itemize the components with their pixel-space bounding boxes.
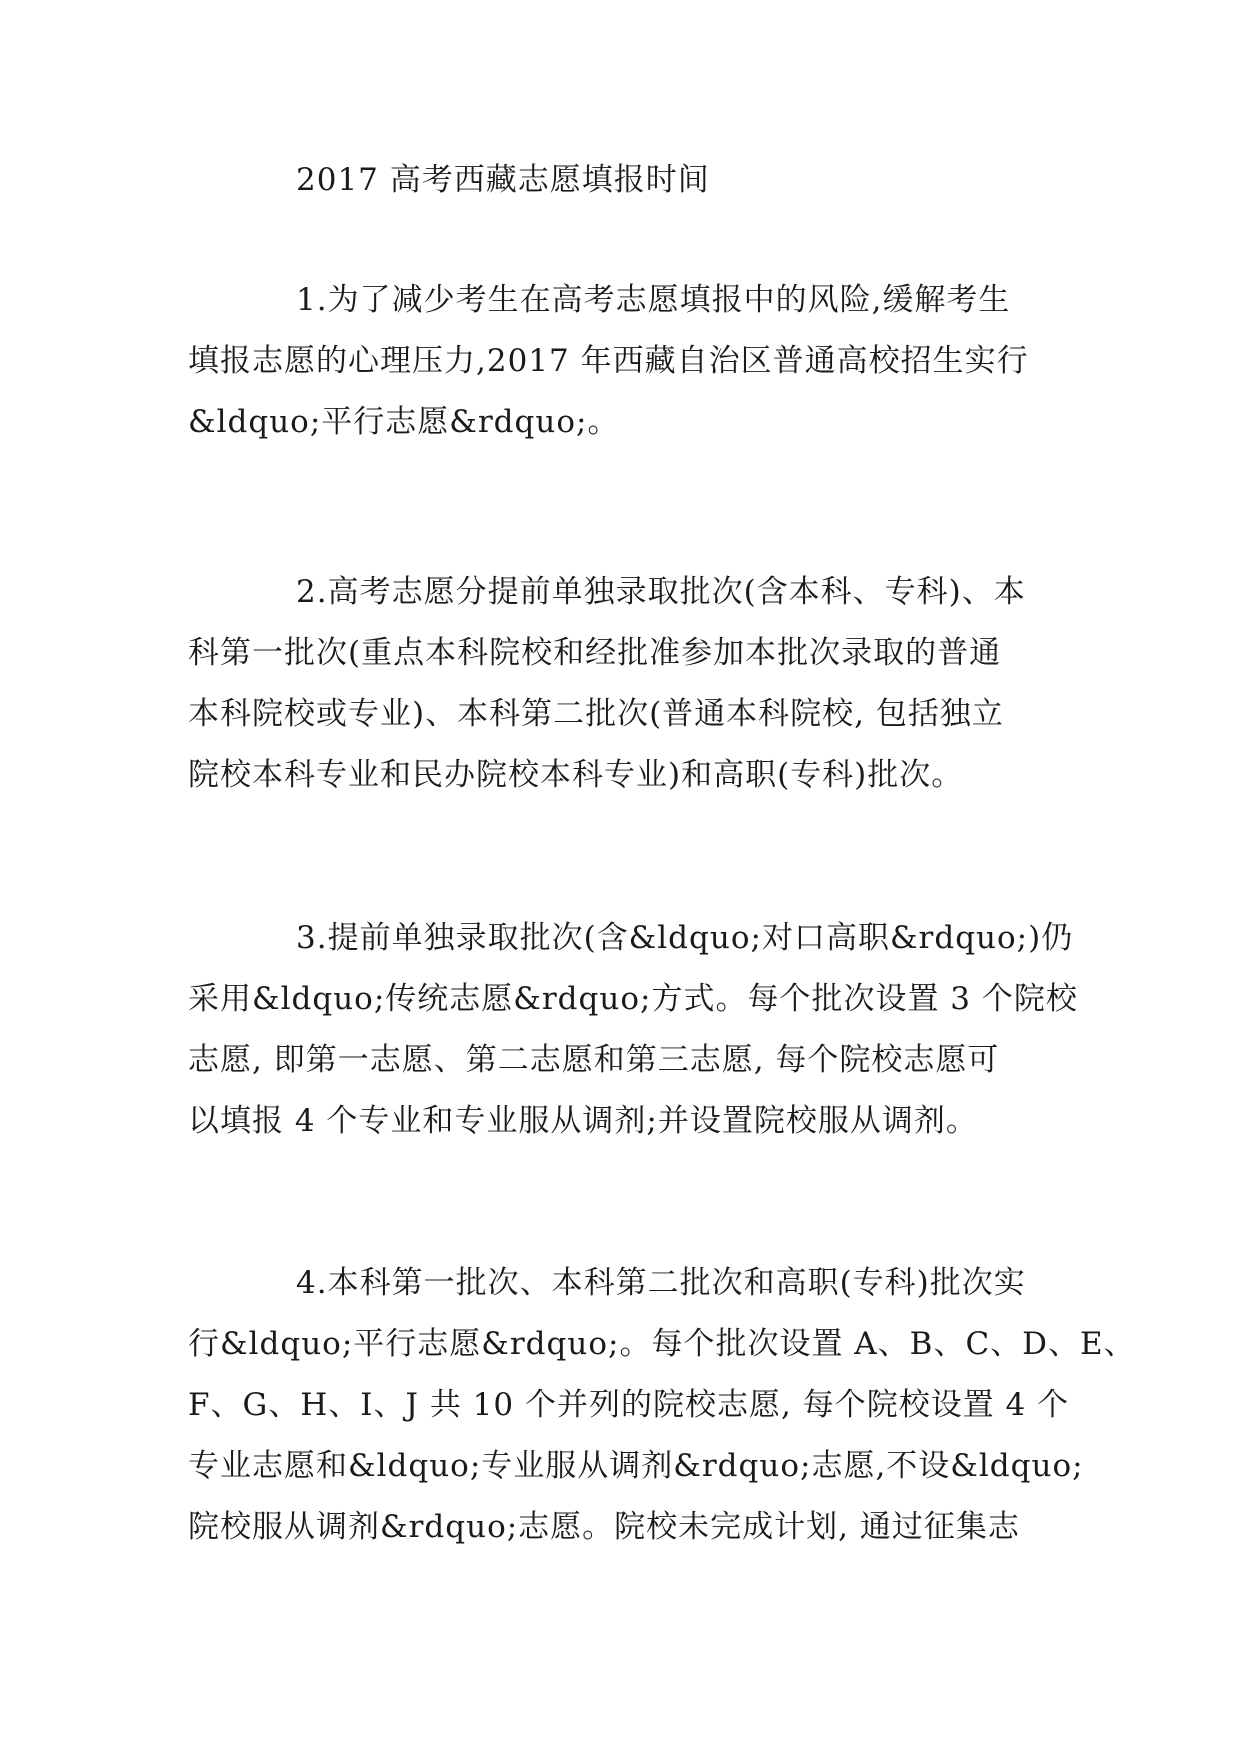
paragraph-line: 科第一批次(重点本科院校和经批准参加本批次录取的普通 — [188, 635, 1002, 671]
paragraph-line: 以填报 4 个专业和专业服从调剂;并设置院校服从调剂。 — [188, 1103, 978, 1139]
paragraph-line: 本科院校或专业)、本科第二批次(普通本科院校, 包括独立 — [188, 696, 1004, 732]
paragraph-line: 院校服从调剂&rdquo;志愿。院校未完成计划, 通过征集志 — [188, 1509, 1020, 1545]
paragraph-line: F、G、H、I、J 共 10 个并列的院校志愿, 每个院校设置 4 个 — [188, 1387, 1070, 1423]
paragraph-line: 行&ldquo;平行志愿&rdquo;。每个批次设置 A、B、C、D、E、 — [188, 1326, 1136, 1362]
paragraph-1 — [188, 270, 1048, 453]
paragraph-line: 1.为了减少考生在高考志愿填报中的风险,缓解考生 — [296, 282, 1011, 318]
paragraph-line: 专业志愿和&ldquo;专业服从调剂&rdquo;志愿,不设&ldquo; — [188, 1448, 1084, 1484]
paragraph-line: 2.高考志愿分提前单独录取批次(含本科、专科)、本 — [296, 574, 1026, 610]
paragraph-3 — [188, 908, 1078, 1152]
paragraph-line: 采用&ldquo;传统志愿&rdquo;方式。每个批次设置 3 个院校 — [188, 981, 1078, 1017]
paragraph-line: &ldquo;平行志愿&rdquo;。 — [188, 404, 620, 440]
paragraph-4 — [188, 1253, 1136, 1558]
paragraph-line: 4.本科第一批次、本科第二批次和高职(专科)批次实 — [296, 1265, 1026, 1301]
paragraph-line: 3.提前单独录取批次(含&ldquo;对口高职&rdquo;)仍 — [296, 920, 1074, 956]
paragraph-2 — [188, 562, 1048, 806]
paragraph-line: 填报志愿的心理压力,2017 年西藏自治区普通高校招生实行 — [188, 343, 1029, 379]
document-title: 2017 高考西藏志愿填报时间 — [296, 162, 710, 198]
paragraph-line: 院校本科专业和民办院校本科专业)和高职(专科)批次。 — [188, 757, 964, 793]
paragraph-line: 志愿, 即第一志愿、第二志愿和第三志愿, 每个院校志愿可 — [188, 1042, 1000, 1078]
